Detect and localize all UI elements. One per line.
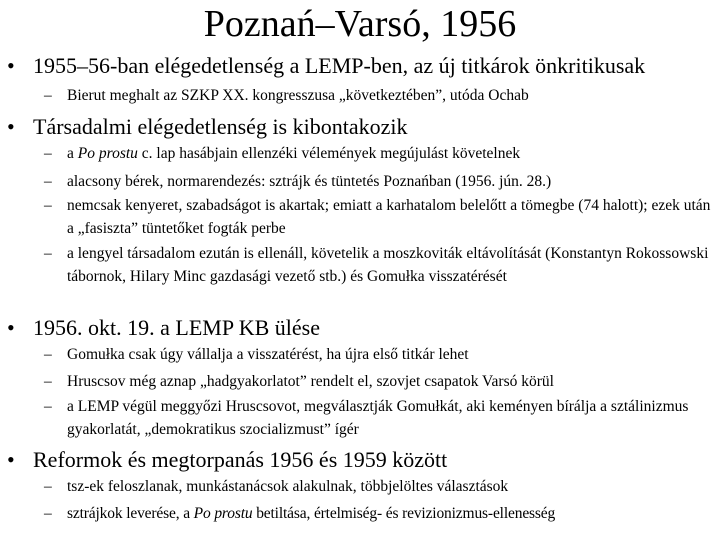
sub-bullet-3-1-text: Gomułka csak úgy vállalja a visszatérést, ha újra első titkár lehet: [67, 346, 469, 363]
sub-marker: –: [44, 197, 52, 214]
newspaper-title: Po prostu: [77, 145, 138, 162]
bullet-1-text: 1955–56-ban elégedetlenség a LEMP-ben, az új titkárok önkritikusak: [33, 53, 646, 78]
text-segment: c. lap hasábjain ellenzéki vélemények megújulást követelnek: [137, 145, 521, 162]
sub-bullet-4-1-text: tsz-ek feloszlanak, munkástanácsok alakulnak, többjelöltes választások: [67, 478, 509, 495]
sub-marker: –: [44, 173, 52, 190]
newspaper-title: Po prostu: [193, 505, 253, 522]
text-segment: a: [67, 145, 78, 162]
sub-bullet-2-3-text: nemcsak kenyeret, szabadságot is akartak; emiatt a karhatalom belelőtt a tömegbe (74 halott); ezek után a „fasiszta” tüntetőket fogták perbe: [67, 197, 711, 237]
sub-bullet-2-2-text: alacsony bérek, normarendezés: sztrájk és tüntetés Poznańban (1956. jún. 28.): [67, 173, 552, 190]
bullet-marker: •: [7, 114, 15, 139]
sub-bullet-4-2-text: [67, 502, 717, 525]
sub-bullet-3-3-text: a LEMP végül meggyőzi Hruscsovot, megválasztják Gomułkát, aki keményen bírálja a sztálinizmus gyakorlatát, „demokratikus szocializmust” ígér: [67, 398, 689, 438]
bullet-marker: •: [7, 315, 15, 340]
bullet-2-text: Társadalmi elégedetlenség is kibontakozik: [33, 114, 408, 139]
sub-bullet-2-1-text: [67, 142, 717, 165]
sub-bullet-1-1-text: Bierut meghalt az SZKP XX. kongresszusa „következtében”, utóda Ochab: [67, 87, 529, 104]
sub-marker: –: [44, 87, 52, 104]
bullet-4-text: Reformok és megtorpanás 1956 és 1959 között: [33, 447, 448, 472]
sub-marker: –: [44, 505, 52, 522]
text-segment: betiltása, értelmiség- és revizionizmus-ellenesség: [252, 505, 556, 522]
bullet-3-text: 1956. okt. 19. a LEMP KB ülése: [33, 315, 320, 340]
bullet-marker: •: [7, 53, 15, 78]
sub-bullet-2-4-text: a lengyel társadalom ezután is ellenáll, követelik a moszkoviták eltávolítását (Konstantyn Rokossowski tábornok, Hilary Minc gazdasági vezető stb.) és Gomułka visszatérését: [67, 245, 709, 285]
sub-marker: –: [44, 398, 52, 415]
text-segment: sztrájkok leverése, a: [67, 505, 194, 522]
bullet-marker: •: [7, 447, 15, 472]
sub-bullet-3-2-text: Hruscsov még aznap „hadgyakorlatot” rendelt el, szovjet csapatok Varsó körül: [67, 373, 554, 390]
slide-title: Poznań–Varsó, 1956: [203, 3, 517, 45]
sub-marker: –: [44, 478, 52, 495]
sub-marker: –: [44, 373, 52, 390]
sub-marker: –: [44, 245, 52, 262]
sub-marker: –: [44, 145, 52, 162]
sub-marker: –: [44, 346, 52, 363]
